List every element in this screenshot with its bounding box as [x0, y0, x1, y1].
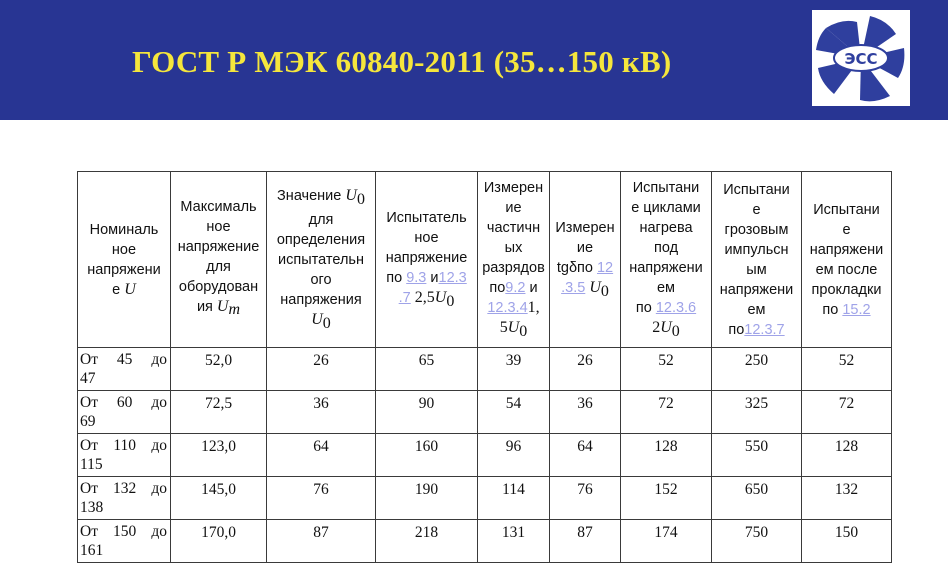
table-cell: 26	[267, 348, 376, 391]
link-12-3-7-cont[interactable]: .7	[398, 289, 411, 306]
company-logo	[812, 10, 910, 106]
table-cell: 64	[267, 434, 376, 477]
table-cell: 72	[621, 391, 712, 434]
link-12-3-5-cont[interactable]: .3.5	[561, 279, 586, 296]
svg-text:ЭСС: ЭСС	[844, 50, 878, 68]
table-cell: 145,0	[171, 477, 267, 520]
table-cell: 123,0	[171, 434, 267, 477]
table-cell: 39	[478, 348, 550, 391]
header-partial-discharge: Измерен ие частичн ых разрядов по9.2 и 12.3.41, $5U_0$	[478, 172, 550, 348]
table-cell: 52	[802, 348, 892, 391]
table-cell: 128	[802, 434, 892, 477]
header-max-voltage: Максималь ное напряжение для оборудован ия $U_m$	[171, 172, 267, 348]
table-cell: 114	[478, 477, 550, 520]
table-row	[78, 391, 892, 434]
link-12-3-6[interactable]: 12.3.6	[655, 299, 697, 316]
test-voltages-table-wrap	[77, 171, 892, 563]
logo-icon	[812, 10, 910, 106]
header-heat-cycle: Испытани е циклами нагрева под напряжени ем по 12.3.6 $2U_0$	[621, 172, 712, 348]
table-cell: 87	[267, 520, 376, 563]
table-cell: 160	[376, 434, 478, 477]
table-cell: 174	[621, 520, 712, 563]
table-cell: 72	[802, 391, 892, 434]
table-cell: 87	[550, 520, 621, 563]
table-cell: 190	[376, 477, 478, 520]
voltage-range-cell: От 150 до 161	[78, 520, 171, 563]
table-row	[78, 520, 892, 563]
table-cell: 550	[712, 434, 802, 477]
link-9-2[interactable]: 9.2	[505, 279, 526, 296]
link-12-3-4[interactable]: 12.3.4	[487, 299, 528, 316]
table-row	[78, 434, 892, 477]
table-cell: 65	[376, 348, 478, 391]
table-cell: 64	[550, 434, 621, 477]
table-cell: 72,5	[171, 391, 267, 434]
table-cell: 650	[712, 477, 802, 520]
table-cell: 54	[478, 391, 550, 434]
voltage-range-cell: От 60 до 69	[78, 391, 171, 434]
table-cell: 152	[621, 477, 712, 520]
table-row	[78, 348, 892, 391]
header-banner	[0, 0, 948, 120]
table-cell: 52	[621, 348, 712, 391]
table-cell: 150	[802, 520, 892, 563]
table-cell: 750	[712, 520, 802, 563]
link-12-3-7[interactable]: 12.3	[438, 269, 467, 286]
header-after-installation: Испытани е напряжени ем после прокладки по 15.2	[802, 172, 892, 348]
table-header-row	[78, 172, 892, 348]
table-cell: 36	[267, 391, 376, 434]
table-row	[78, 477, 892, 520]
link-15-2[interactable]: 15.2	[842, 301, 871, 318]
table-cell: 96	[478, 434, 550, 477]
header-nominal-voltage: Номиналь ное напряжени е U	[78, 172, 171, 348]
table-cell: 131	[478, 520, 550, 563]
table-cell: 170,0	[171, 520, 267, 563]
table-cell: 26	[550, 348, 621, 391]
table-cell: 52,0	[171, 348, 267, 391]
table-cell: 76	[550, 477, 621, 520]
voltage-range-cell: От 45 до 47	[78, 348, 171, 391]
table-cell: 132	[802, 477, 892, 520]
table-cell: 90	[376, 391, 478, 434]
link-12-3-5[interactable]: 12	[596, 259, 614, 276]
page-title: ГОСТ Р МЭК 60840-2011 (35…150 кВ)	[132, 44, 672, 79]
table-cell: 218	[376, 520, 478, 563]
voltage-range-cell: От 132 до 138	[78, 477, 171, 520]
link-12-3-7b[interactable]: 12.3.7	[744, 321, 785, 338]
table-cell: 250	[712, 348, 802, 391]
table-cell: 36	[550, 391, 621, 434]
header-lightning-impulse: Испытани е грозовым импульсн ым напряжени ем по12.3.7	[712, 172, 802, 348]
header-test-voltage: Испытатель ное напряжение по 9.3 и12.3 .7 $2,5U_0$	[376, 172, 478, 348]
table-body	[78, 348, 892, 563]
table-cell: 325	[712, 391, 802, 434]
table-cell: 76	[267, 477, 376, 520]
table-cell: 128	[621, 434, 712, 477]
voltage-range-cell: От 110 до 115	[78, 434, 171, 477]
link-9-3[interactable]: 9.3	[406, 269, 427, 286]
test-voltages-table	[77, 171, 892, 563]
header-tg-delta: Измерен ие tgδпо 12 .3.5 $U_0$	[550, 172, 621, 348]
header-u0-value: Значение $U_0$ для определения испытательн ого напряжения $U_0$	[267, 172, 376, 348]
